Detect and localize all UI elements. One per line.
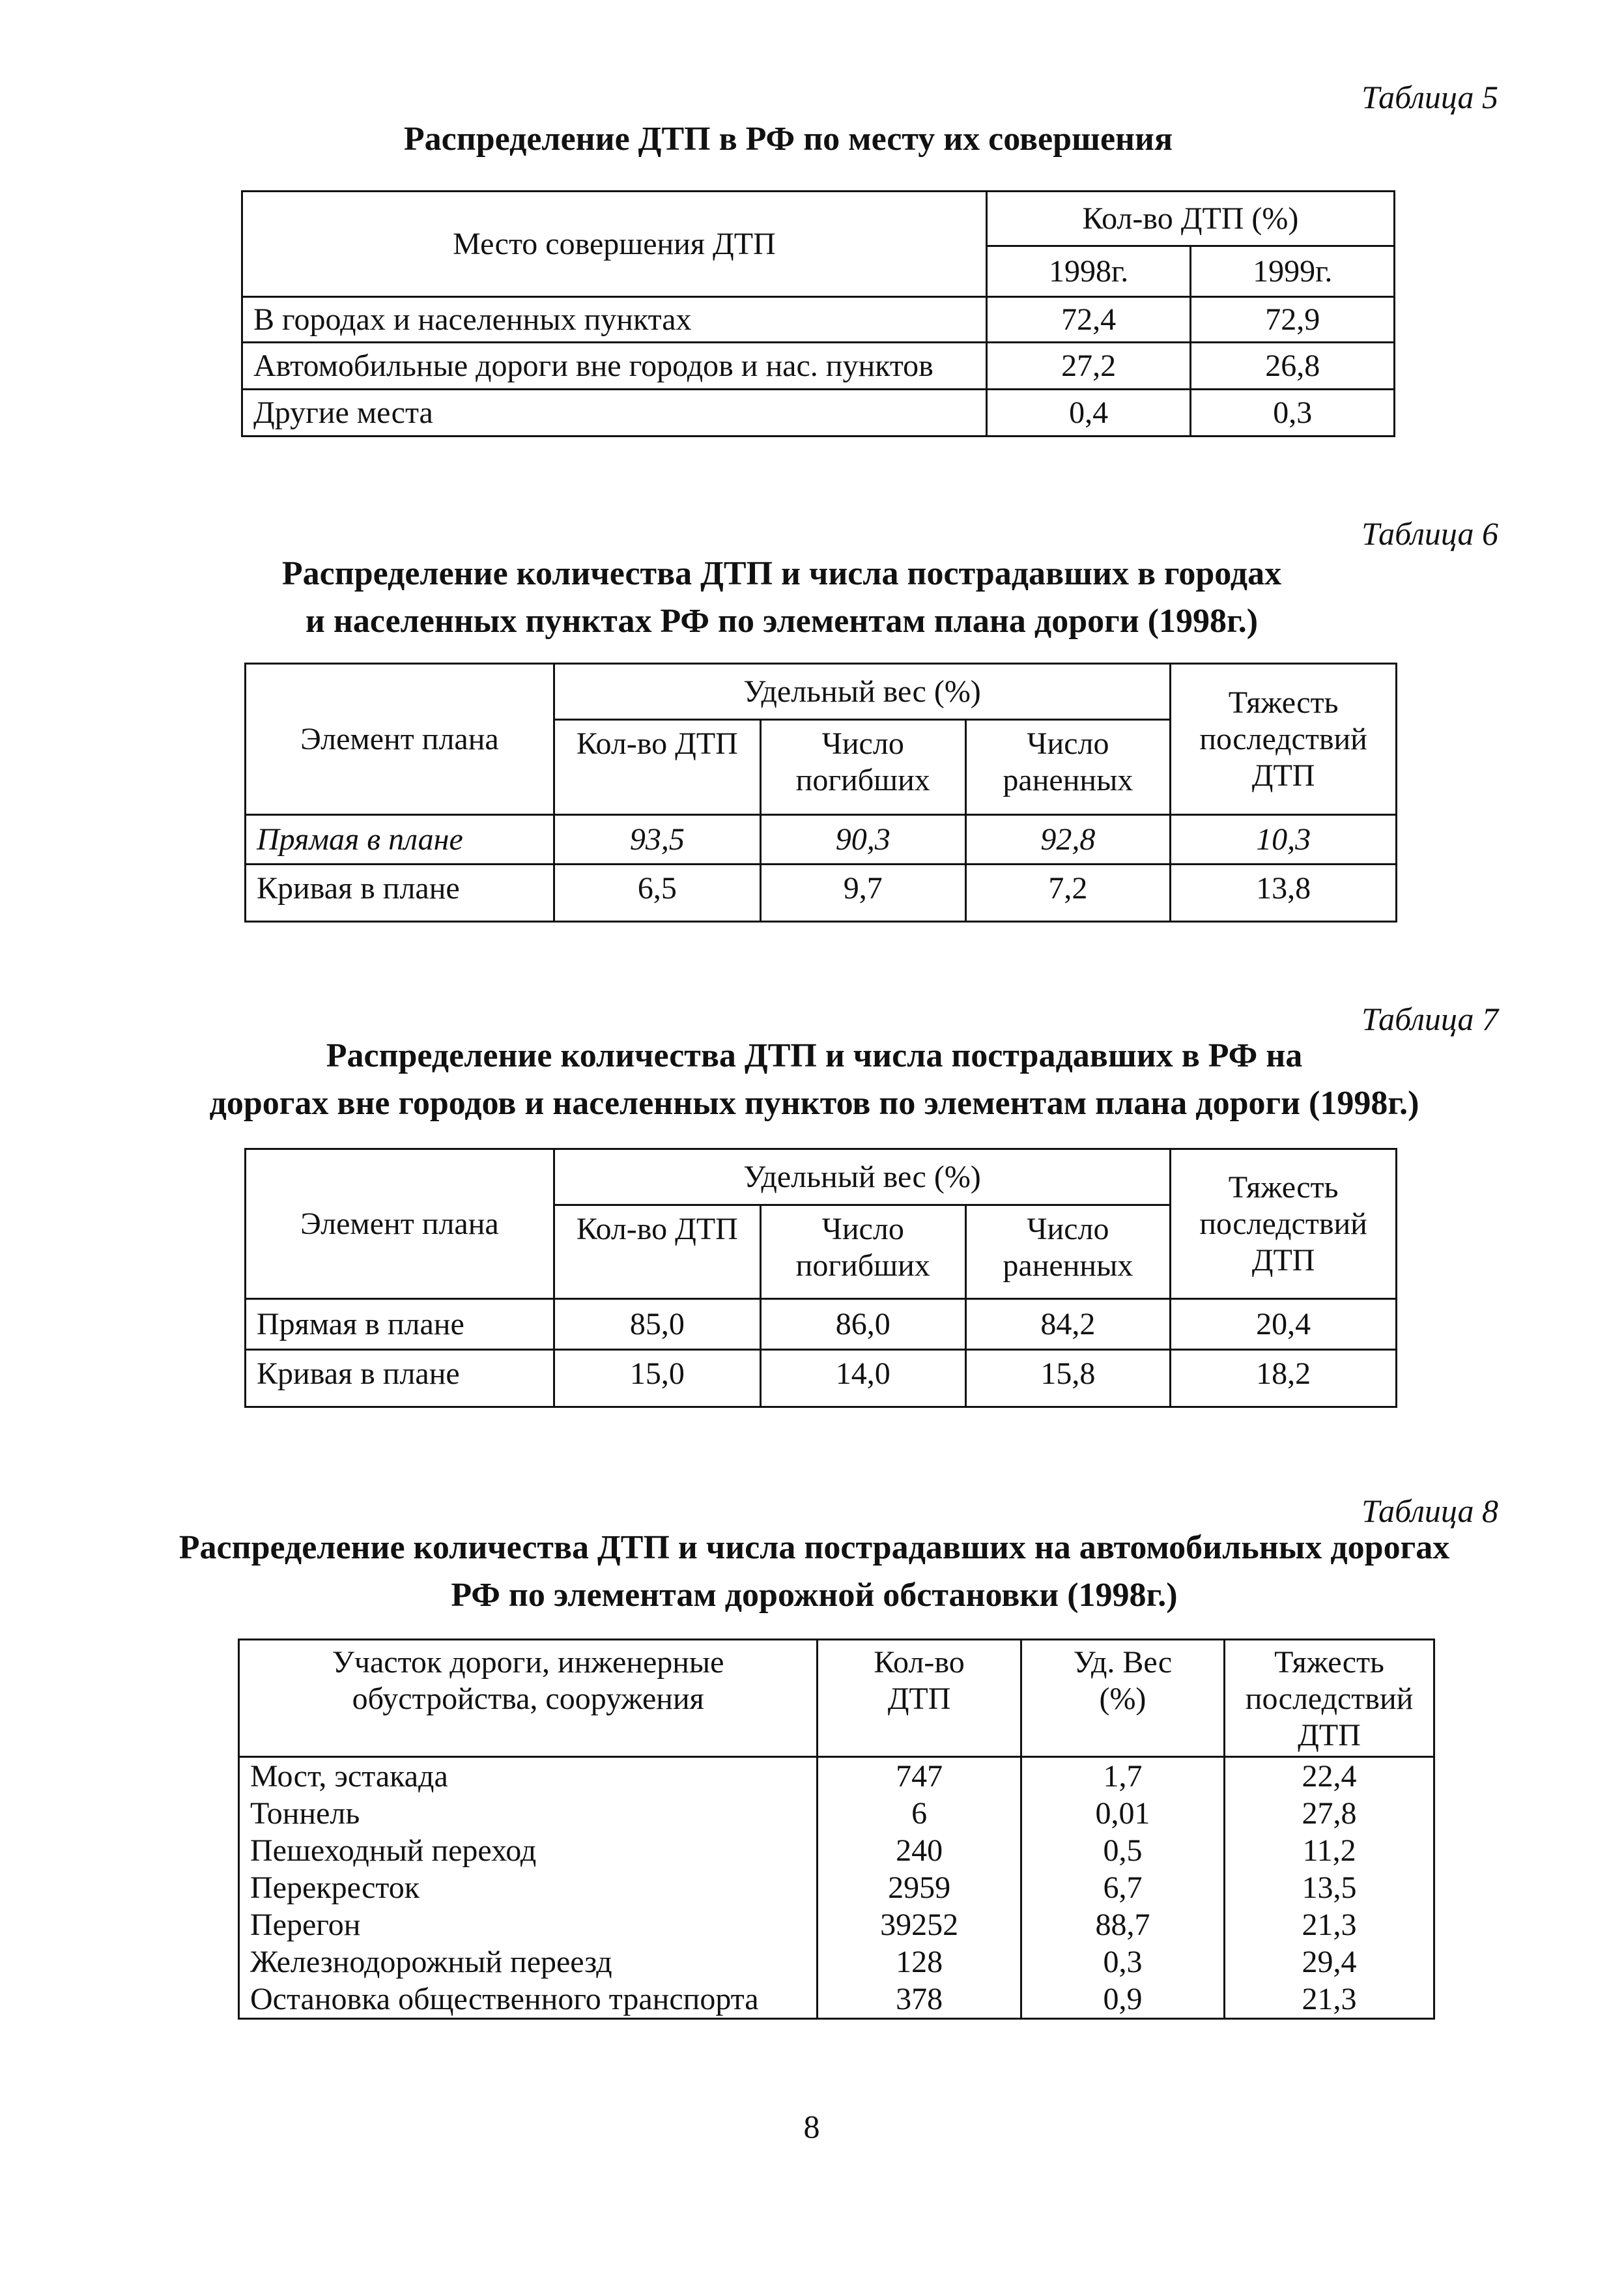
table8-title-line1: Распределение количества ДТП и числа пострадавших на автомобильных дорогах [178,1529,1450,1566]
table7-row-label: Прямая в плане [246,1299,554,1350]
table8-cell-share: 1,7 [1021,1757,1224,1796]
table6-cell-severity: 13,8 [1171,865,1397,922]
table5-number: Таблица 5 [1361,79,1498,115]
table8-row-label: Тоннель [239,1795,818,1832]
table7-cell-severity: 18,2 [1171,1350,1397,1407]
table7-cell-count: 15,0 [554,1350,760,1407]
table5-cell-1998: 0,4 [986,390,1191,437]
table8-header-section: Участок дороги, инженерные обустройства, сооружения [239,1640,818,1757]
table7-header-element: Элемент плана [246,1149,554,1299]
table5-row-label: Автомобильные дороги вне городов и нас. пунктов [242,343,987,390]
table7-cell-killed: 14,0 [760,1350,965,1407]
table8-cell-severity: 21,3 [1225,1981,1434,2019]
table7-header-injured: Число раненных [965,1205,1171,1299]
table7-cell-injured: 84,2 [965,1299,1171,1350]
table7-number: Таблица 7 [1361,1001,1498,1037]
table8-title [130,1524,1498,1620]
table8-row-label: Перекресток [239,1869,818,1906]
table8-title-line2: РФ по элементам дорожной обстановки (1998г.) [451,1576,1178,1614]
table6-row-label: Прямая в плане [246,815,554,865]
table6-cell-injured: 92,8 [965,815,1171,865]
table7-cell-injured: 15,8 [965,1350,1171,1407]
table8-cell-count: 2959 [818,1869,1021,1906]
table8-cell-count: 747 [818,1757,1021,1796]
table8-header-share: Уд. Вес (%) [1021,1640,1224,1757]
table7-row-label: Кривая в плане [246,1350,554,1407]
table-row [242,297,1395,343]
table6-cell-killed: 90,3 [760,815,965,865]
table7-title-line2: дорогах вне городов и населенных пунктов по элементам плана дороги (1998г.) [209,1084,1419,1122]
table7 [244,1148,1397,1408]
table5 [241,190,1395,437]
table-row [246,1350,1397,1407]
table-row [242,343,1395,390]
table8-cell-share: 0,3 [1021,1943,1224,1981]
table8-cell-share: 0,5 [1021,1832,1224,1869]
table7-header-severity: Тяжесть последствий ДТП [1171,1149,1397,1299]
table8-row-label: Остановка общественного транспорта [239,1981,818,2019]
table8-cell-share: 6,7 [1021,1869,1224,1906]
table5-cell-1999: 26,8 [1191,343,1395,390]
table8-cell-severity: 27,8 [1225,1795,1434,1832]
page-number: 8 [803,2108,820,2145]
table-row [239,1832,1434,1869]
table8-cell-severity: 11,2 [1225,1832,1434,1869]
table-row [239,1757,1434,1796]
table8-row-label: Железнодорожный переезд [239,1943,818,1981]
table5-cell-1999: 0,3 [1191,390,1395,437]
table6-cell-injured: 7,2 [965,865,1171,922]
table-row [239,1795,1434,1832]
table7-cell-count: 85,0 [554,1299,760,1350]
table-row [246,865,1397,922]
table5-header-1998: 1998г. [986,246,1191,297]
table8-cell-count: 240 [818,1832,1021,1869]
table6-cell-count: 93,5 [554,815,760,865]
table8-cell-share: 0,01 [1021,1795,1224,1832]
table5-title: Распределение ДТП в РФ по месту их совершения [403,121,1173,158]
table5-row-label: В городах и населенных пунктах [242,297,987,343]
table6-number: Таблица 6 [1361,515,1498,552]
table6-cell-killed: 9,7 [760,865,965,922]
table7-title [130,1033,1498,1128]
table8-cell-share: 88,7 [1021,1906,1224,1943]
table6-row-label: Кривая в плане [246,865,554,922]
table8-cell-severity: 13,5 [1225,1869,1434,1906]
table8-cell-count: 39252 [818,1906,1021,1943]
table7-title-line1: Распределение количества ДТП и числа пострадавших в РФ на [326,1037,1303,1074]
table6-title-line2: и населенных пунктах РФ по элементам плана дороги (1998г.) [305,602,1259,640]
table6-cell-count: 6,5 [554,865,760,922]
table8-row-label: Мост, эстакада [239,1757,818,1796]
table8-cell-severity: 22,4 [1225,1757,1434,1796]
table8-cell-count: 378 [818,1981,1021,2019]
table-row [239,1906,1434,1943]
table6-title-line1: Распределение количества ДТП и числа пострадавших в городах [281,555,1282,592]
table5-cell-1999: 72,9 [1191,297,1395,343]
table-row [246,815,1397,865]
table8-cell-severity: 29,4 [1225,1943,1434,1981]
table5-header-group: Кол-во ДТП (%) [986,192,1394,246]
table5-header-place: Место совершения ДТП [242,192,987,297]
table7-header-count: Кол-во ДТП [554,1205,760,1299]
table5-cell-1998: 72,4 [986,297,1191,343]
table-row [239,1943,1434,1981]
table-row [239,1981,1434,2019]
table7-header-group: Удельный вес (%) [554,1149,1170,1205]
table8-cell-count: 6 [818,1795,1021,1832]
table8-row-label: Пешеходный переход [239,1832,818,1869]
table8-row-label: Перегон [239,1906,818,1943]
table8-header-severity: Тяжесть последствий ДТП [1225,1640,1434,1757]
table8-cell-share: 0,9 [1021,1981,1224,2019]
table6-header-element: Элемент плана [246,664,554,815]
table6-header-severity: Тяжесть последствий ДТП [1171,664,1397,815]
table6-header-injured: Число раненных [965,720,1171,815]
table8 [238,1639,1435,2020]
table5-header-1999: 1999г. [1191,246,1395,297]
table8-number: Таблица 8 [1361,1493,1498,1529]
table6-header-group: Удельный вес (%) [554,664,1170,720]
table8-header-count: Кол-во ДТП [818,1640,1021,1757]
table6-cell-severity: 10,3 [1171,815,1397,865]
table-row [239,1869,1434,1906]
table7-cell-severity: 20,4 [1171,1299,1397,1350]
table6-title [195,551,1368,646]
table6 [244,663,1397,923]
table5-row-label: Другие места [242,390,987,437]
table6-header-killed: Число погибших [760,720,965,815]
table-row [242,390,1395,437]
table6-header-count: Кол-во ДТП [554,720,760,815]
table7-header-killed: Число погибших [760,1205,965,1299]
table8-cell-count: 128 [818,1943,1021,1981]
table-row [246,1299,1397,1350]
table7-cell-killed: 86,0 [760,1299,965,1350]
table8-cell-severity: 21,3 [1225,1906,1434,1943]
table5-cell-1998: 27,2 [986,343,1191,390]
